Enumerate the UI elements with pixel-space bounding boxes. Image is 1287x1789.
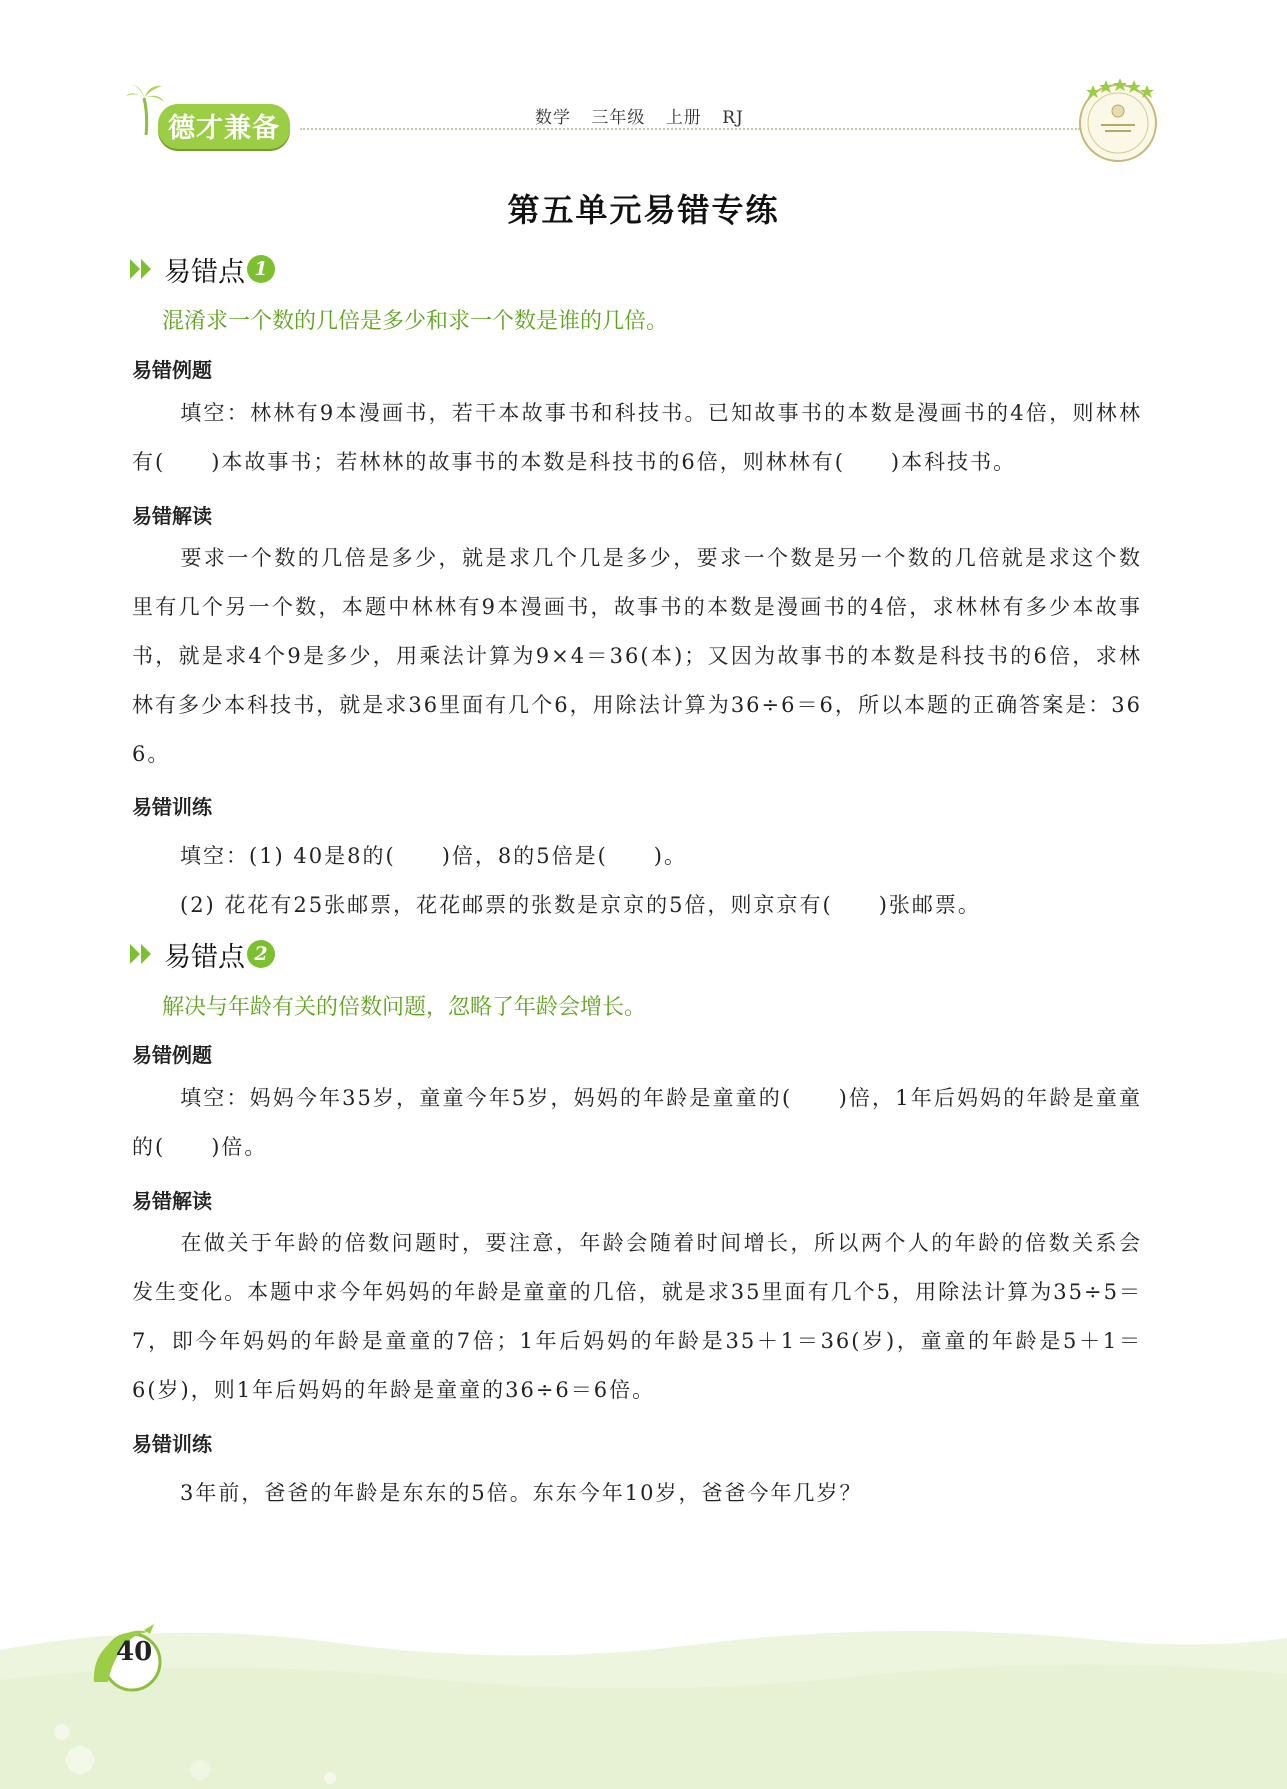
edition-label: RJ	[722, 108, 744, 128]
example-text	[132, 389, 1142, 487]
brand-name: 德才兼备	[158, 104, 290, 149]
section-heading-label: 易错点	[164, 256, 245, 288]
section-heading-label: 易错点	[164, 941, 245, 973]
analysis-text	[132, 1219, 1142, 1415]
training-line-1: 填空：(1) 40是8的( )倍，8的5倍是( )。	[180, 844, 687, 868]
brand-logo	[124, 80, 304, 146]
analysis-text-content: 要求一个数的几倍是多少，就是求几个几是多少，要求一个数是另一个数的几倍就是求这个数里有几个另一个数，本题中林林有9本漫画书，故事书的本数是漫画书的4倍，求林林有多少本故事书，就是求4个9是多少，用乘法计算为9×4＝36(本)；又因为故事书的本数是科技书的6倍，求林林有多少本科技书，就是求36里面有几个6，用除法计算为36÷6＝6，所以本题的正确答案是：36 6。	[132, 546, 1165, 766]
section-number-badge: 1	[247, 255, 275, 283]
section-heading-1	[128, 249, 275, 289]
footer-wave-decoration	[0, 1620, 1287, 1789]
page-number: 40	[116, 1637, 153, 1667]
section-number-badge: 2	[247, 940, 275, 968]
analysis-text	[132, 534, 1165, 779]
analysis-label: 易错解读	[132, 1189, 212, 1213]
grade-label: 三年级	[591, 108, 646, 128]
training-line-1: 3年前，爸爸的年龄是东东的5倍。东东今年10岁，爸爸今年几岁？	[180, 1481, 863, 1505]
example-text-content: 填空：林林有9本漫画书，若干本故事书和科技书。已知故事书的本数是漫画书的4倍，则林林有( )本故事书；若林林的故事书的本数是科技书的6倍，则林林有( )本科技书。	[132, 401, 1142, 474]
example-label: 易错例题	[132, 358, 212, 382]
section-description: 混淆求一个数的几倍是多少和求一个数是谁的几倍。	[162, 309, 669, 334]
page-title: 第五单元易错专练	[507, 191, 780, 229]
section-description: 解决与年龄有关的倍数问题，忽略了年龄会增长。	[162, 995, 647, 1020]
subject-label: 数学	[535, 108, 571, 128]
training-line-2: (2) 花花有25张邮票，花花邮票的张数是京京的5倍，则京京有( )张邮票。	[180, 893, 981, 917]
example-text-content: 填空：妈妈今年35岁，童童今年5岁，妈妈的年龄是童童的( )倍，1年后妈妈的年龄是童童的( )倍。	[132, 1086, 1142, 1159]
example-text	[132, 1074, 1142, 1172]
publisher-seal-icon	[1073, 75, 1163, 165]
double-arrow-icon	[128, 941, 156, 967]
training-label: 易错训练	[132, 795, 212, 819]
volume-label: 上册	[665, 108, 702, 128]
header-subject	[535, 103, 758, 128]
analysis-text-content: 在做关于年龄的倍数问题时，要注意，年龄会随着时间增长，所以两个人的年龄的倍数关系会发生变化。本题中求今年妈妈的年龄是童童的几倍，就是求35里面有几个5，用除法计算为35÷5＝7，即今年妈妈的年龄是童童的7倍；1年后妈妈的年龄是35＋1＝36(岁)，童童的年龄是5＋1＝6(岁)，则1年后妈妈的年龄是童童的36÷6＝6倍。	[132, 1231, 1142, 1402]
double-arrow-icon	[128, 256, 156, 282]
analysis-label: 易错解读	[132, 504, 212, 528]
example-label: 易错例题	[132, 1043, 212, 1067]
header-divider	[300, 128, 1080, 130]
section-heading-2	[128, 934, 275, 974]
training-label: 易错训练	[132, 1432, 212, 1456]
